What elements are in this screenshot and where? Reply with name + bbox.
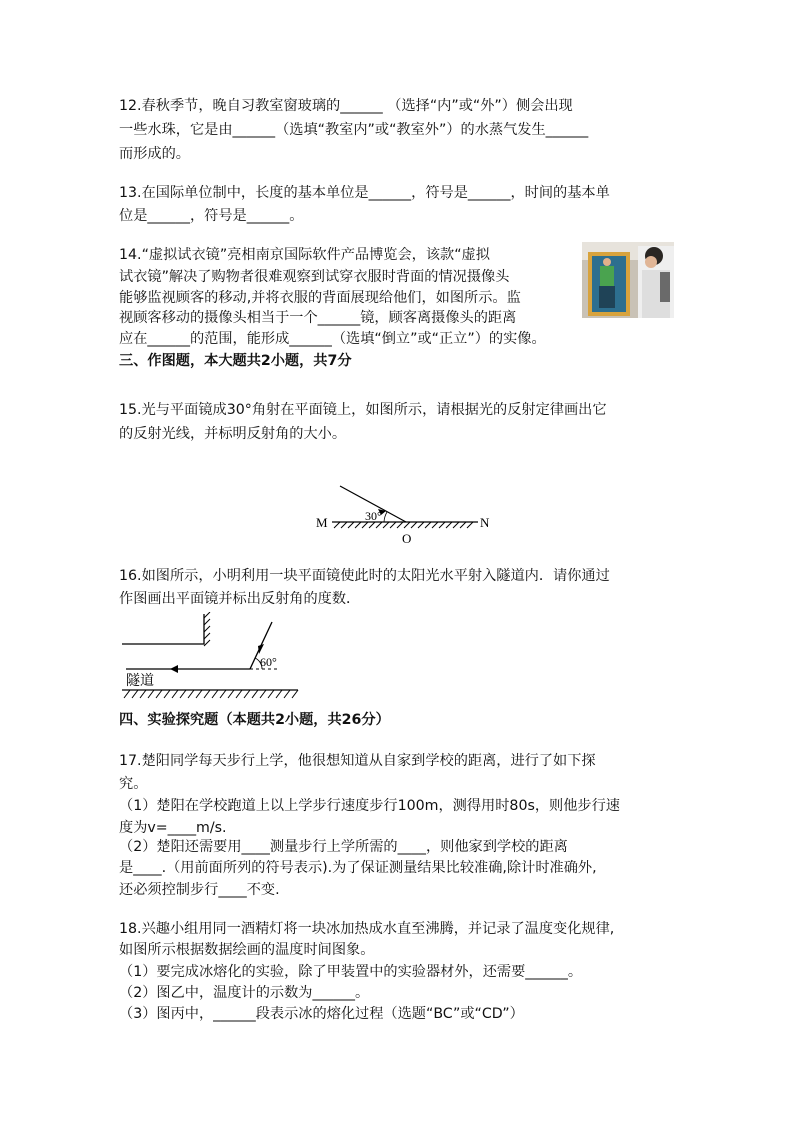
q17-line-4: 度为v=____m/s. xyxy=(119,820,227,836)
q16-angle-label: 60° xyxy=(260,655,277,669)
q17-line-1: 17.楚阳同学每天步行上学，他很想知道从自家到学校的距离，进行了如下探 xyxy=(119,753,596,769)
q15-mirror-figure xyxy=(310,480,500,550)
section-3-heading: 三、作图题，本大题共2小题，共7分 xyxy=(119,353,352,369)
q14-line-5: 应在______的范围，能形成______（选填“倒立”或“正立”）的实像。 xyxy=(119,331,546,347)
q14-line-1: 14.“虚拟试衣镜”亮相南京国际软件产品博览会，该款“虚拟 xyxy=(119,247,490,263)
q15-line-1: 15.光与平面镜成30°角射在平面镜上，如图所示，请根据光的反射定律画出它 xyxy=(119,402,607,418)
q14-line-4: 视顾客移动的摄像头相当于一个______镜，顾客离摄像头的距离 xyxy=(119,310,517,326)
label-n: N xyxy=(480,515,490,530)
q15-angle-label: 30° xyxy=(365,509,382,523)
q12-line-2: 一些水珠，它是由______（选填“教室内”或“教室外”）的水蒸气发生______ xyxy=(119,122,589,138)
q12-line-1: 12.春秋季节，晚自习教室窗玻璃的______ （选择“内”或“外”）侧会出现 xyxy=(119,98,573,114)
q17-line-2: 究。 xyxy=(119,776,148,792)
q17-line-3: （1）楚阳在学校跑道上以上学步行速度步行100m，测得用时80s，则他步行速 xyxy=(119,798,620,814)
section-4-heading: 四、实验探究题（本题共2小题，共26分） xyxy=(119,712,390,728)
q13-line-2: 位是______，符号是______。 xyxy=(119,208,304,224)
tunnel-label: 隧道 xyxy=(126,673,154,689)
virtual-mirror-photo xyxy=(582,242,674,318)
q15-line-2: 的反射光线，并标明反射角的大小。 xyxy=(119,426,347,442)
q14-line-3: 能够监视顾客的移动,并将衣服的背面展现给他们，如图所示。监 xyxy=(119,290,521,306)
q18-line-4: （2）图乙中，温度计的示数为______。 xyxy=(119,985,370,1001)
q16-tunnel-figure xyxy=(118,612,308,704)
q18-line-5: （3）图丙中，______段表示冰的熔化过程（选题“BC”或“CD”） xyxy=(119,1006,524,1022)
label-o: O xyxy=(402,531,412,546)
label-m: M xyxy=(316,515,328,530)
q18-line-3: （1）要完成冰熔化的实验，除了甲装置中的实验器材外，还需要______。 xyxy=(119,964,583,980)
q16-line-1: 16.如图所示，小明利用一块平面镜使此时的太阳光水平射入隧道内．请你通过 xyxy=(119,568,610,584)
q13-line-1: 13.在国际单位制中，长度的基本单位是______，符号是______，时间的基本单 xyxy=(119,185,610,201)
q17-line-5: （2）楚阳还需要用____测量步行上学所需的____，则他家到学校的距离 xyxy=(119,839,568,855)
q17-line-7: 还必须控制步行____不变. xyxy=(119,882,280,898)
q12-line-3: 而形成的。 xyxy=(119,146,190,162)
q17-line-6: 是____.（用前面所列的符号表示).为了保证测量结果比较准确,除计时准确外, xyxy=(119,860,597,876)
q18-line-1: 18.兴趣小组用同一酒精灯将一块冰加热成水直至沸腾，并记录了温度变化规律, xyxy=(119,921,615,937)
q18-line-2: 如图所示根据数据绘画的温度时间图象。 xyxy=(119,942,375,958)
q14-line-2: 试衣镜”解决了购物者很难观察到试穿衣服时背面的情况摄像头 xyxy=(119,269,510,285)
q16-line-2: 作图画出平面镜并标出反射角的度数． xyxy=(119,591,361,607)
